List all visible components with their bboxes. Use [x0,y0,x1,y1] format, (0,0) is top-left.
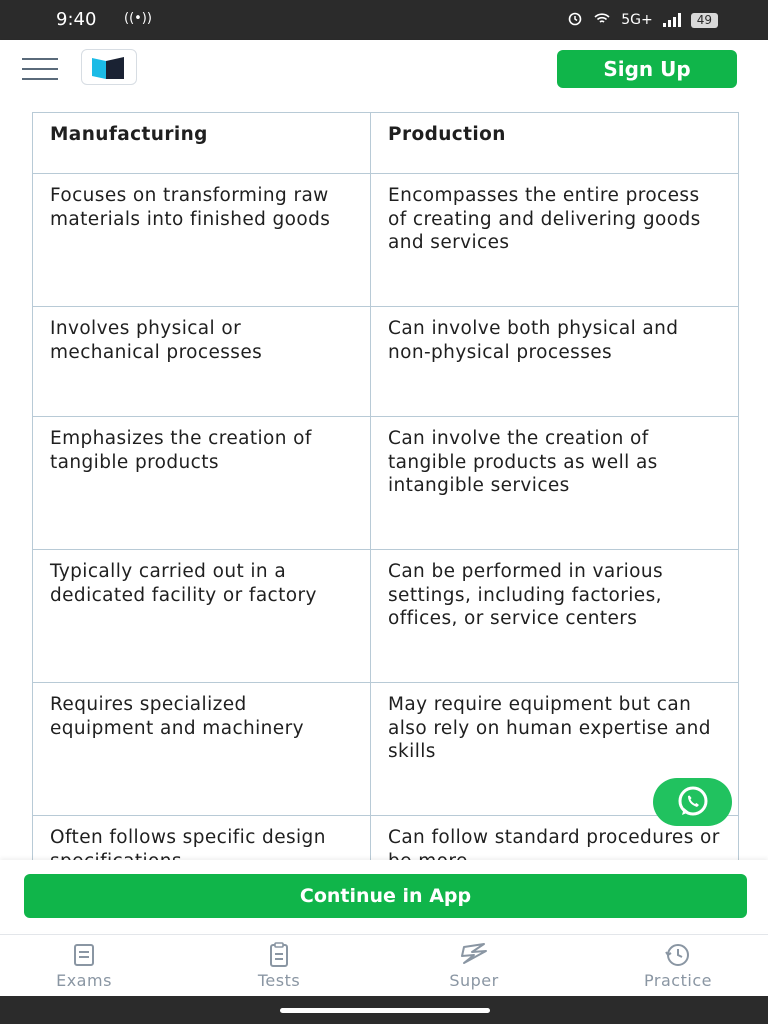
nav-item-tests[interactable] [219,941,339,990]
article-content [0,100,768,860]
table-cell: Encompasses the entire process of creating and delivering goods and services [371,174,739,307]
status-time: 9:40 [56,9,97,30]
app-header [0,40,768,100]
table-cell: Involves physical or mechanical processes [33,307,371,417]
nav-label-exams: Exams [56,971,112,990]
nav-label-tests: Tests [257,971,301,990]
table-cell: Emphasizes the creation of tangible products [33,417,371,550]
tests-icon [219,941,339,969]
continue-in-app-button[interactable]: Continue in App [24,874,747,918]
nav-label-super: Super [449,971,499,990]
cta-bar [0,860,768,932]
system-navigation-bar [0,996,768,1024]
column-header-manufacturing: Manufacturing [33,113,371,174]
table-cell: Can involve the creation of tangible products as well as intangible services [371,417,739,550]
cast-icon: ((•)) [124,11,152,26]
column-header-production: Production [371,113,739,174]
app-logo[interactable] [81,49,137,85]
signal-icon [663,13,681,27]
whatsapp-icon[interactable] [653,778,732,826]
exams-icon [24,941,144,969]
hamburger-icon[interactable] [22,54,58,84]
table-row [33,550,739,683]
bottom-navigation [0,934,768,997]
status-icons [567,10,718,30]
home-indicator[interactable] [280,1008,490,1013]
alarm-icon [567,10,583,30]
table-cell: Requires specialized equipment and machinery [33,683,371,816]
table-row [33,683,739,816]
status-bar [0,0,768,40]
table-cell: Can be performed in various settings, including factories, offices, or service centers [371,550,739,683]
table-cell: Typically carried out in a dedicated facility or factory [33,550,371,683]
nav-item-practice[interactable] [618,941,738,990]
signup-button[interactable]: Sign Up [557,50,737,88]
table-cell: Focuses on transforming raw materials into finished goods [33,174,371,307]
battery-icon: 49 [691,13,718,28]
nav-item-super[interactable] [414,941,534,990]
practice-icon [618,941,738,969]
table-cell: Can follow standard procedures or [371,816,739,887]
nav-label-practice: Practice [644,971,712,990]
wifi-icon [593,11,611,29]
table-cell: Can involve both physical and non-physical processes [371,307,739,417]
table-cell: Often follows specific design [33,816,371,887]
nav-item-exams[interactable] [24,941,144,990]
table-row [33,417,739,550]
table-header-row [33,113,739,174]
comparison-table [32,112,739,887]
super-icon [414,941,534,969]
table-row [33,174,739,307]
table-cell: May require equipment but can also rely on human expertise and skills [371,683,739,816]
table-row [33,307,739,417]
network-label: 5G+ [621,12,653,28]
